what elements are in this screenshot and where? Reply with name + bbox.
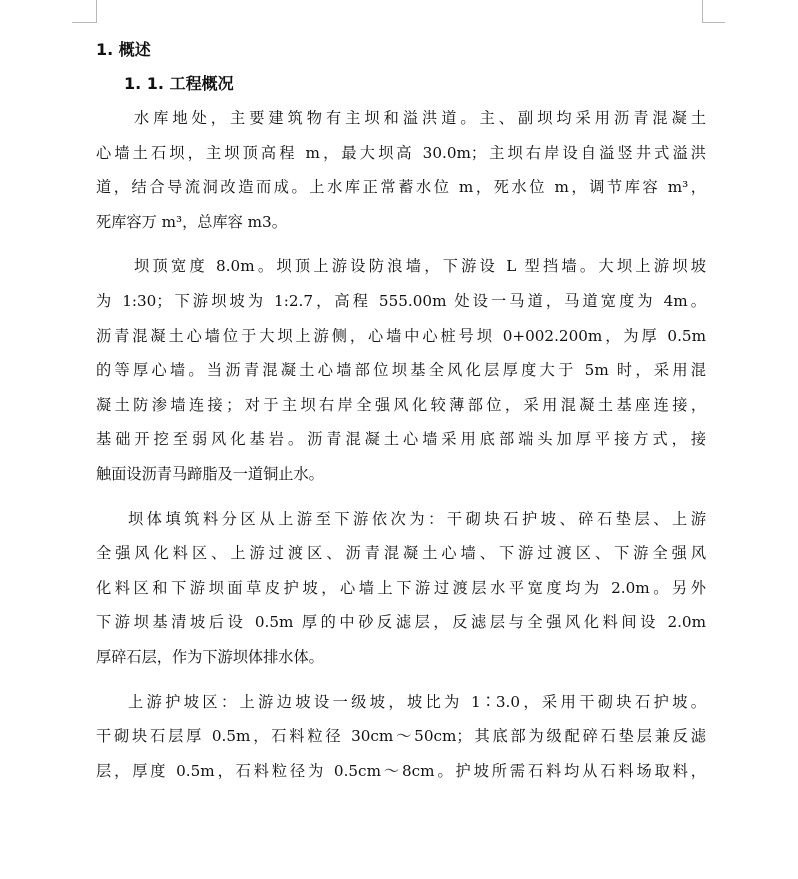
text-line: 下游坝基清坡后设 0.5m 厚的中砂反滤层，反滤层与全强风化料间设 2.0m <box>96 613 706 632</box>
text-line: 全强风化料区、上游过渡区、沥青混凝土心墙、下游过渡区、下游全强风 <box>96 544 706 563</box>
text-line: 心墙土石坝，主坝顶高程 m，最大坝高 30.0m；主坝右岸设自溢竖井式溢洪 <box>96 143 706 162</box>
text-line: 的等厚心墙。当沥青混凝土心墙部位坝基全风化层厚度大于 5m 时，采用混 <box>96 361 706 380</box>
crop-mark-top-right <box>702 0 725 23</box>
text-line: 干砌块石层厚 0.5m，石料粒径 30cm～50cm；其底部为级配碎石垫层兼反滤 <box>96 727 706 746</box>
text-line: 凝土防渗墙连接；对于主坝右岸全强风化较薄部位，采用混凝土基座连接， <box>96 395 706 414</box>
document-body <box>96 33 706 798</box>
text-line: 层，厚度 0.5m，石料粒径为 0.5cm～8cm。护坡所需石料均从石料场取料， <box>96 761 706 780</box>
paragraph-dam-crest <box>96 249 706 491</box>
text-line: 基础开挖至弱风化基岩。沥青混凝土心墙采用底部端头加厚平接方式，接 <box>96 430 706 449</box>
text-line: 厚碎石层，作为下游坝体排水体。 <box>96 647 324 666</box>
section-heading-1: 1. 概述 <box>96 40 151 59</box>
text-line: 道，结合导流洞改造而成。上水库正常蓄水位 m，死水位 m，调节库容 m³， <box>96 178 706 197</box>
text-line: 化料区和下游坝面草皮护坡，心墙上下游过渡层水平宽度均为 2.0m。另外 <box>96 578 706 597</box>
crop-mark-top-left <box>72 0 97 23</box>
text-line: 坝体填筑料分区从上游至下游依次为：干砌块石护坡、碎石垫层、上游 <box>128 509 706 528</box>
text-line: 触面设沥青马蹄脂及一道铜止水。 <box>96 464 324 483</box>
paragraph-upstream-slope <box>96 685 706 789</box>
paragraph-fill-zones <box>96 502 706 675</box>
section-heading-1-1: 1. 1. 工程概况 <box>124 74 234 93</box>
text-line: 上游护坡区：上游边坡设一级坡，坡比为 1∶3.0，采用干砌块石护坡。 <box>128 692 706 711</box>
text-line: 为 1:30；下游坝坡为 1:2.7，高程 555.00m 处设一马道，马道宽度为 4m。 <box>96 291 706 310</box>
text-line: 死库容万 m³，总库容 m3。 <box>96 212 287 231</box>
text-line: 坝顶宽度 8.0m。坝顶上游设防浪墙，下游设 L 型挡墙。大坝上游坝坡 <box>134 257 706 276</box>
text-line: 水库地处，主要建筑物有主坝和溢洪道。主、副坝均采用沥青混凝土 <box>134 109 706 127</box>
paragraph-overview <box>96 101 706 239</box>
text-line: 沥青混凝土心墙位于大坝上游侧，心墙中心桩号坝 0+002.200m，为厚 0.5m <box>96 326 706 345</box>
